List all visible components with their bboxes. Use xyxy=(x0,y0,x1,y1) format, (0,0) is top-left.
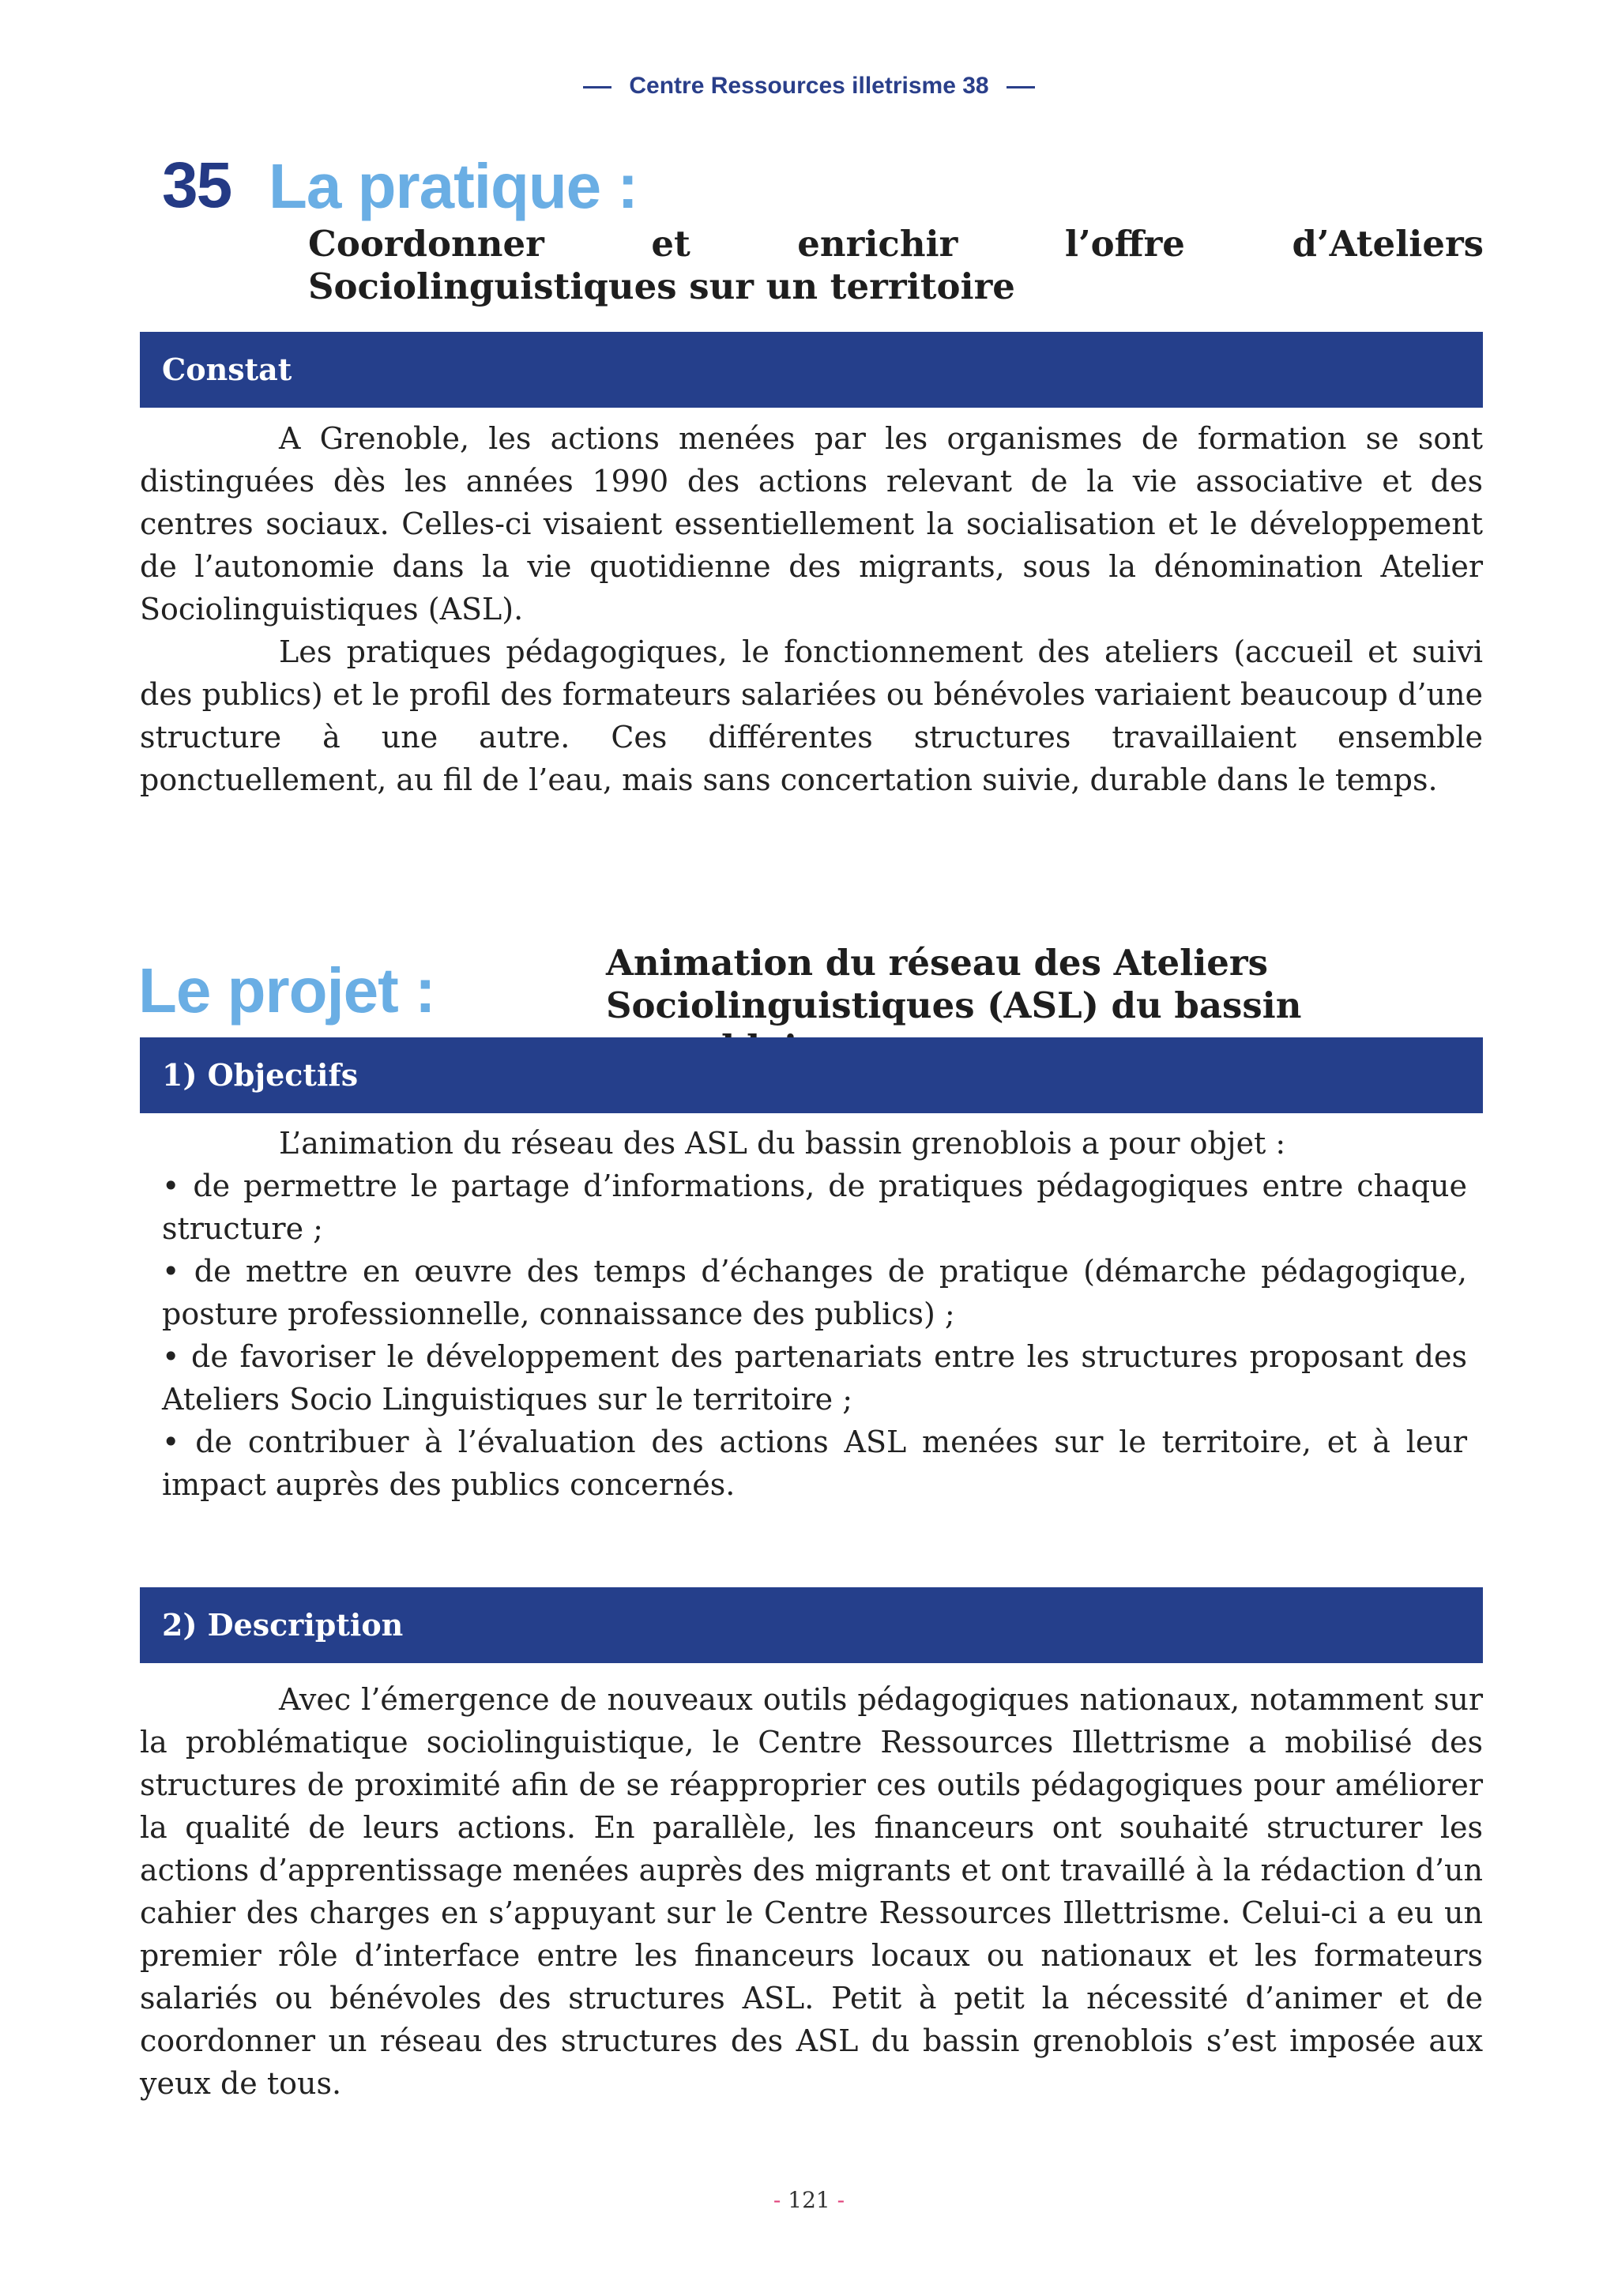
constat-body xyxy=(140,417,1483,801)
description-paragraph: Avec l’émergence de nouveaux outils pédagogiques nationaux, notamment sur la problématique sociolinguistique, le Centre Ressources Illettrisme a mobilisé des structures de proximité afin de se réapproprier ces outils pédagogiques pour améliorer la qualité de leurs actions. En parallèle, les financeurs ont souhaité structurer les actions d’apprentissage menées auprès des migrants et ont travaillé à la rédaction d’un cahier des charges en s’appuyant sur le Centre Ressources Illettrisme. Celui-ci a eu un premier rôle d’interface entre les financeurs locaux ou nationaux et les formateurs salariés ou bénévoles des structures ASL. Petit à petit la nécessité d’animer et de coordonner un réseau des structures des ASL du bassin grenoblois s’est imposée aux yeux de tous. xyxy=(140,1682,1483,2101)
running-header xyxy=(0,73,1618,100)
projet-subtitle: Animation du réseau des Ateliers Sociolinguistiques (ASL) du bassin xyxy=(606,942,1302,1026)
page-number xyxy=(0,2187,1618,2213)
constat-bar: Constat xyxy=(140,332,1483,408)
section-number: 35 xyxy=(162,149,231,221)
running-title: Centre Ressources illetrisme 38 xyxy=(629,73,989,99)
objectifs-list xyxy=(140,1122,1467,1506)
header-dash-left xyxy=(583,86,611,88)
objectif-item: • de permettre le partage d’informations, de pratiques pédagogiques entre chaque structure ; xyxy=(162,1165,1467,1250)
objectifs-intro: L’animation du réseau des ASL du bassin grenoblois a pour objet : xyxy=(279,1126,1286,1161)
projet-heading: Le projet : xyxy=(138,955,435,1026)
section-heading: La pratique : xyxy=(269,151,638,221)
constat-paragraph-1: A Grenoble, les actions menées par les organismes de formation se sont distinguées dès les années 1990 des actions relevant de la vie associative et des centres sociaux. Celles-ci visaient essentiellement la socialisation et le développement de l’autonomie dans la vie quotidienne des migrants, sous la dénomination Atelier Sociolinguistiques (ASL). xyxy=(140,421,1483,627)
constat-paragraph-2: Les pratiques pédagogiques, le fonctionnement des ateliers (accueil et suivi des publics) et le profil des formateurs salariées ou bénévoles variaient beaucoup d’une structure à une autre. Ces différentes structures travaillaient ensemble ponctuellement, au fil de l’eau, mais sans concertation suivie, durable dans le temps. xyxy=(140,634,1483,797)
page-dash-left: - xyxy=(773,2187,781,2213)
page-number-value: 121 xyxy=(788,2187,830,2213)
objectifs-bar: 1) Objectifs xyxy=(140,1037,1483,1113)
objectif-item: • de favoriser le développement des partenariats entre les structures proposant des Ateliers Socio Linguistiques sur le territoire ; xyxy=(162,1335,1467,1421)
description-bar: 2) Description xyxy=(140,1587,1483,1663)
page-dash-right: - xyxy=(837,2187,845,2213)
section-subtitle: Coordonner et enrichir l’offre d’Ateliers Sociolinguistiques sur un territoire xyxy=(308,223,1484,307)
header-dash-right xyxy=(1007,86,1035,88)
description-body xyxy=(140,1678,1483,2105)
objectif-item: • de contribuer à l’évaluation des actions ASL menées sur le territoire, et à leur impact auprès des publics concernés. xyxy=(162,1421,1467,1506)
objectif-item: • de mettre en œuvre des temps d’échanges de pratique (démarche pédagogique, posture professionnelle, connaissance des publics) ; xyxy=(162,1250,1467,1335)
